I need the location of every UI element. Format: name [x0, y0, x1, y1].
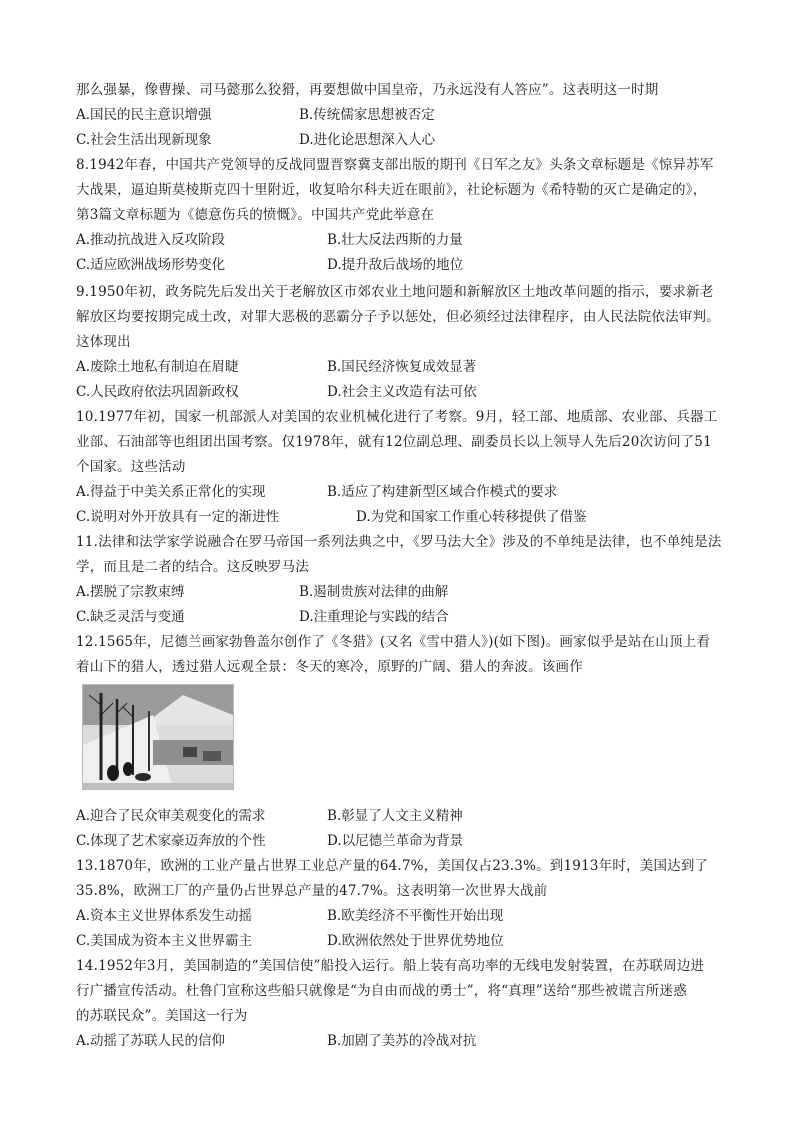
q9-option-b: B.国民经济恢复成效显著: [327, 359, 477, 375]
q13-option-a: A.资本主义世界体系发生动摇: [76, 908, 253, 924]
hunters-in-the-snow-painting: [82, 684, 234, 790]
q8-stem-line: 第3篇文章标题为《德意伤兵的愤慨》。中国共产党此举意在: [76, 207, 435, 223]
q7-option-b: B.传统儒家思想被否定: [299, 107, 435, 123]
q9-option-c: C.人民政府依法巩固新政权: [76, 384, 239, 400]
q11-option-c: C.缺乏灵活与变通: [76, 609, 185, 625]
q14-stem-line: 的苏联民众”。美国这一行为: [76, 1008, 248, 1024]
q7-option-c: C.社会生活出现新现象: [76, 132, 212, 148]
q12-stem-line: 着山下的猎人，透过猎人远观全景：冬天的寒冷，原野的广阔、猎人的奔波。该画作: [76, 659, 583, 675]
q7-option-a: A.国民的民主意识增强: [76, 107, 212, 123]
q10-stem-line: 个国家。这些活动: [76, 459, 186, 475]
q12-option-d: D.以尼德兰革命为背景: [327, 833, 464, 849]
q9-option-a: A.废除土地私有制迫在眉睫: [76, 359, 239, 375]
q11-option-b: B.遏制贵族对法律的曲解: [299, 584, 449, 600]
q8-option-a: A.推动抗战进入反攻阶段: [76, 232, 226, 248]
q13-option-c: C.美国成为资本主义世界霸主: [76, 933, 253, 949]
q12-stem-line: 12.1565年，尼德兰画家勃鲁盖尔创作了《冬猎》(又名《雪中猎人》)(如下图)。画家似乎是站在山顶上看: [76, 634, 711, 650]
q13-stem-line: 13.1870年，欧洲的工业产量占世界工业总产量的64.7%，美国仅占23.3%。到1913年时，美国达到了: [76, 858, 709, 874]
q14-stem-line: 14.1952年3月，美国制造的“美国信使”船投入运行。船上装有高功率的无线电发射装置，在苏联周边进: [76, 958, 705, 974]
q8-option-c: C.适应欧洲战场形势变化: [76, 257, 226, 273]
q10-stem-line: 10.1977年初，国家一机部派人对美国的农业机械化进行了考察。9月，轻工部、地质部、农业部、兵器工: [76, 409, 718, 425]
q7-option-d: D.进化论思想深入人心: [299, 132, 436, 148]
q12-option-c: C.体现了艺术家豪迈奔放的个性: [76, 833, 266, 849]
q13-option-b: B.欧美经济不平衡性开始出现: [327, 908, 504, 924]
q13-option-d: D.欧洲依然处于世界优势地位: [327, 933, 504, 949]
q8-option-b: B.壮大反法西斯的力量: [327, 232, 463, 248]
q9-stem-line: 9.1950年初，政务院先后发出关于老解放区市郊农业土地问题和新解放区土地改革问题的指示，要求新老: [76, 284, 714, 300]
q9-stem-line: 这体现出: [76, 334, 131, 350]
q10-option-c: C.说明对外开放具有一定的渐进性: [76, 509, 280, 525]
q9-option-d: D.社会主义改造有法可依: [327, 384, 477, 400]
q11-option-a: A.摆脱了宗教束缚: [76, 584, 185, 600]
q14-option-a: A.动摇了苏联人民的信仰: [76, 1033, 226, 1049]
q12-option-a: A.迎合了民众审美观变化的需求: [76, 808, 266, 824]
q13-stem-line: 35.8%，欧洲工厂的产量仍占世界总产量的47.7%。这表明第一次世界大战前: [76, 883, 548, 899]
q11-option-d: D.注重理论与实践的结合: [299, 609, 449, 625]
q14-option-b: B.加剧了美苏的冷战对抗: [327, 1033, 477, 1049]
q9-stem-line: 解放区均要按期完成土改，对罪大恶极的恶霸分子予以惩处，但必须经过法律程序，由人民法院依法审判。: [76, 309, 720, 325]
q11-stem-line: 学，而且是二者的结合。这反映罗马法: [76, 559, 309, 575]
q8-option-d: D.提升敌后战场的地位: [327, 257, 464, 273]
q10-option-d: D.为党和国家工作重心转移提供了借鉴: [356, 509, 587, 525]
q14-stem-line: 行广播宣传活动。杜鲁门宣称这些船只就像是“为自由而战的勇士”，将“真理”送给“那些被谎言所迷惑: [76, 983, 687, 999]
q10-stem-line: 业部、石油部等也组团出国考察。仅1978年，就有12位副总理、副委员长以上领导人先后20次访问了51: [76, 434, 712, 450]
q8-stem-line: 大战果，逼迫斯莫棱斯克四十里附近，收复哈尔科夫近在眼前》，社论标题为《希特勒的灭亡是确定的》，: [76, 182, 707, 198]
painting-illustration: [83, 685, 233, 789]
q11-stem-line: 11.法律和法学家学说融合在罗马帝国一系列法典之中，《罗马法大全》涉及的不单纯是法律，也不单纯是法: [76, 534, 722, 550]
q7-stem-line: 那么强暴，像曹操、司马懿那么狡猾，再要想做中国皇帝，乃永远没有人答应”。这表明这一时期: [76, 82, 659, 98]
q8-stem-line: 8.1942年春，中国共产党领导的反战同盟晋察冀支部出版的期刊《日军之友》头条文章标题是《惊异苏军: [76, 157, 714, 173]
q10-option-a: A.得益于中美关系正常化的实现: [76, 484, 266, 500]
q10-option-b: B.适应了构建新型区域合作模式的要求: [327, 484, 558, 500]
q12-option-b: B.彰显了人文主义精神: [327, 808, 463, 824]
